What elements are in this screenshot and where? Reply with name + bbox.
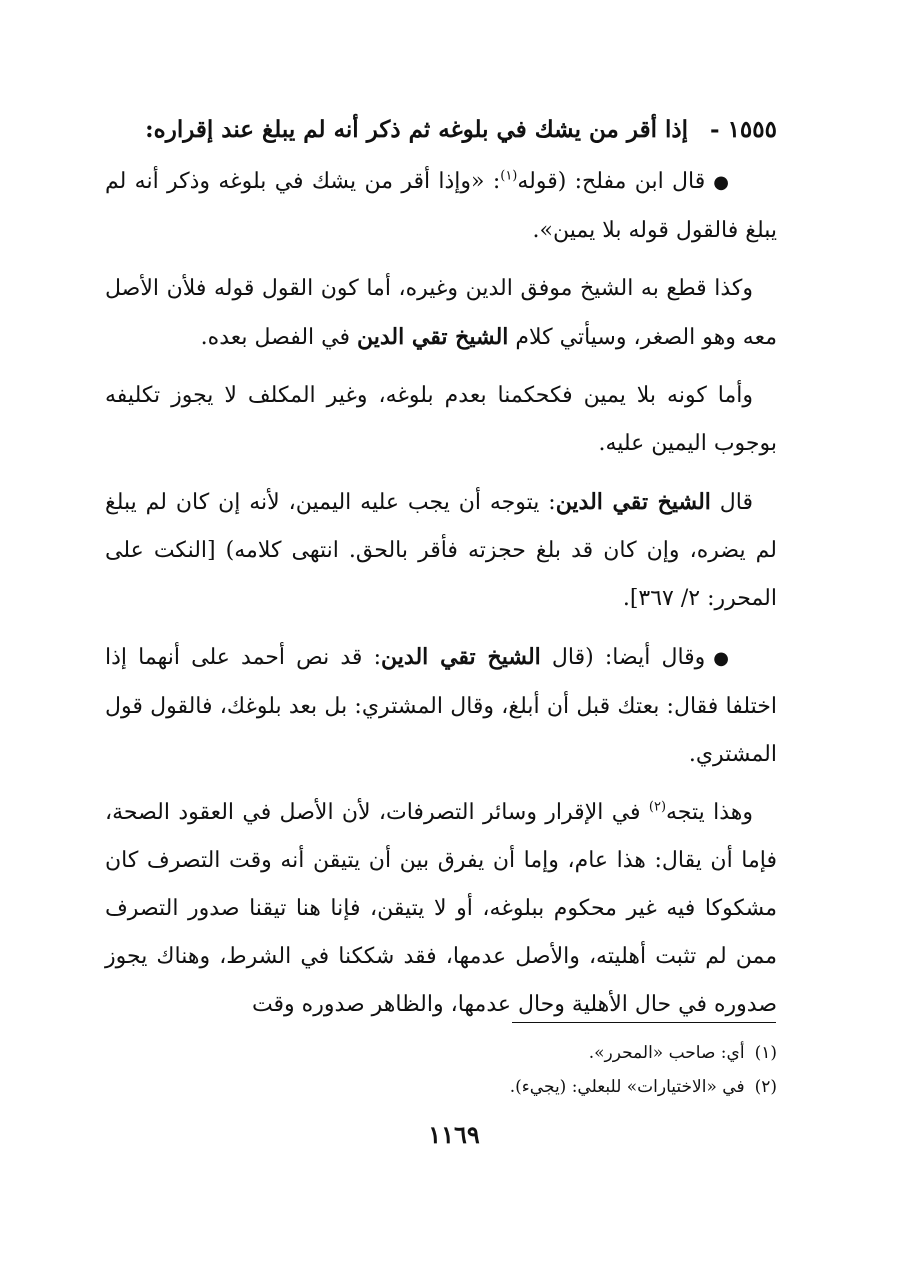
issue-number: ١٥٥٥ - [710, 116, 777, 143]
paragraph-4-text-b: : يتوجه أن يجب عليه اليمين، لأنه إن كان لم يبلغ لم يضره، وإن كان قد بلغ حجزته فأقر بالحق. انتهى كلامه) [النكت على المحرر: ٢/ ٣٦٧]. [105, 490, 777, 611]
paragraph-1-text-a: قال ابن مفلح: (قوله [517, 169, 706, 194]
paragraph-1 [105, 158, 777, 255]
bullet-icon: ● [713, 648, 730, 669]
footnote-2 [105, 1070, 777, 1104]
issue-title: إذا أقر من يشك في بلوغه ثم ذكر أنه لم يبلغ عند إقراره: [145, 116, 688, 143]
paragraph-6-text-b: في الإقرار وسائر التصرفات، لأن الأصل في العقود الصحة، فإما أن يقال: هذا عام، وإما أن يفرق بين أن يتيقن أنه وقت التصرف كان مشكوكا فيه غير محكوم ببلوغه، أو لا يتيقن، فإنا هنا تيقنا صدور التصرف ممن لم تثبت أهليته، والأصل عدمها، فقد شككنا في الشرط، وهناك يجوز صدوره في حال الأهلية وحال عدمها، والظاهر صدوره وقت [105, 800, 777, 1017]
footnote-1 [105, 1036, 777, 1070]
bullet-icon: ● [713, 172, 729, 193]
paragraph-3-text: وأما كونه بلا يمين فكحكمنا بعدم بلوغه، وغير المكلف لا يجوز تكليفه بوجوب اليمين عليه. [105, 383, 777, 456]
footnote-2-number: (٢) [754, 1077, 777, 1097]
footnote-divider [512, 1022, 776, 1023]
footnote-1-text: أي: صاحب «المحرر». [588, 1043, 745, 1063]
paragraph-2 [105, 265, 777, 362]
page-number: ١١٦٩ [428, 1120, 480, 1149]
page-body [105, 108, 777, 1039]
footnote-ref-2: (٢) [648, 799, 667, 815]
footnotes [105, 1036, 777, 1104]
paragraph-1-text-b: : «وإذا أقر من يشك في بلوغه وذكر أنه لم يبلغ فالقول قوله بلا يمين». [105, 169, 777, 243]
paragraph-4-bold: الشيخ تقي الدين [555, 489, 711, 515]
paragraph-6-text-a: وهذا يتجه [666, 800, 753, 825]
paragraph-2-text-b: في الفصل بعده. [200, 325, 357, 350]
paragraph-5-text-b: : قد نص أحمد على أنهما إذا اختلفا فقال: بعتك قبل أن أبلغ، وقال المشتري: بل بعد بلوغك، فالقول قول المشتري. [105, 645, 777, 767]
footnote-1-number: (١) [754, 1043, 777, 1063]
issue-heading [105, 108, 777, 152]
paragraph-6 [105, 789, 777, 1029]
paragraph-4 [105, 478, 777, 623]
paragraph-4-text-a: قال [710, 490, 753, 515]
paragraph-5-text-a: وقال أيضا: (قال [540, 645, 706, 670]
paragraph-5-bold: الشيخ تقي الدين [381, 644, 541, 670]
paragraph-3 [105, 372, 777, 468]
paragraph-5 [105, 633, 777, 779]
footnote-2-text: في «الاختيارات» للبعلي: (يجيء). [509, 1077, 745, 1097]
paragraph-2-text-a: وكذا قطع به الشيخ موفق الدين وغيره، أما كون القول قوله فلأن الأصل معه وهو الصغر، وسيأتي كلام [105, 276, 777, 350]
footnote-ref-1: (١) [500, 168, 518, 184]
paragraph-2-bold: الشيخ تقي الدين [357, 324, 509, 350]
